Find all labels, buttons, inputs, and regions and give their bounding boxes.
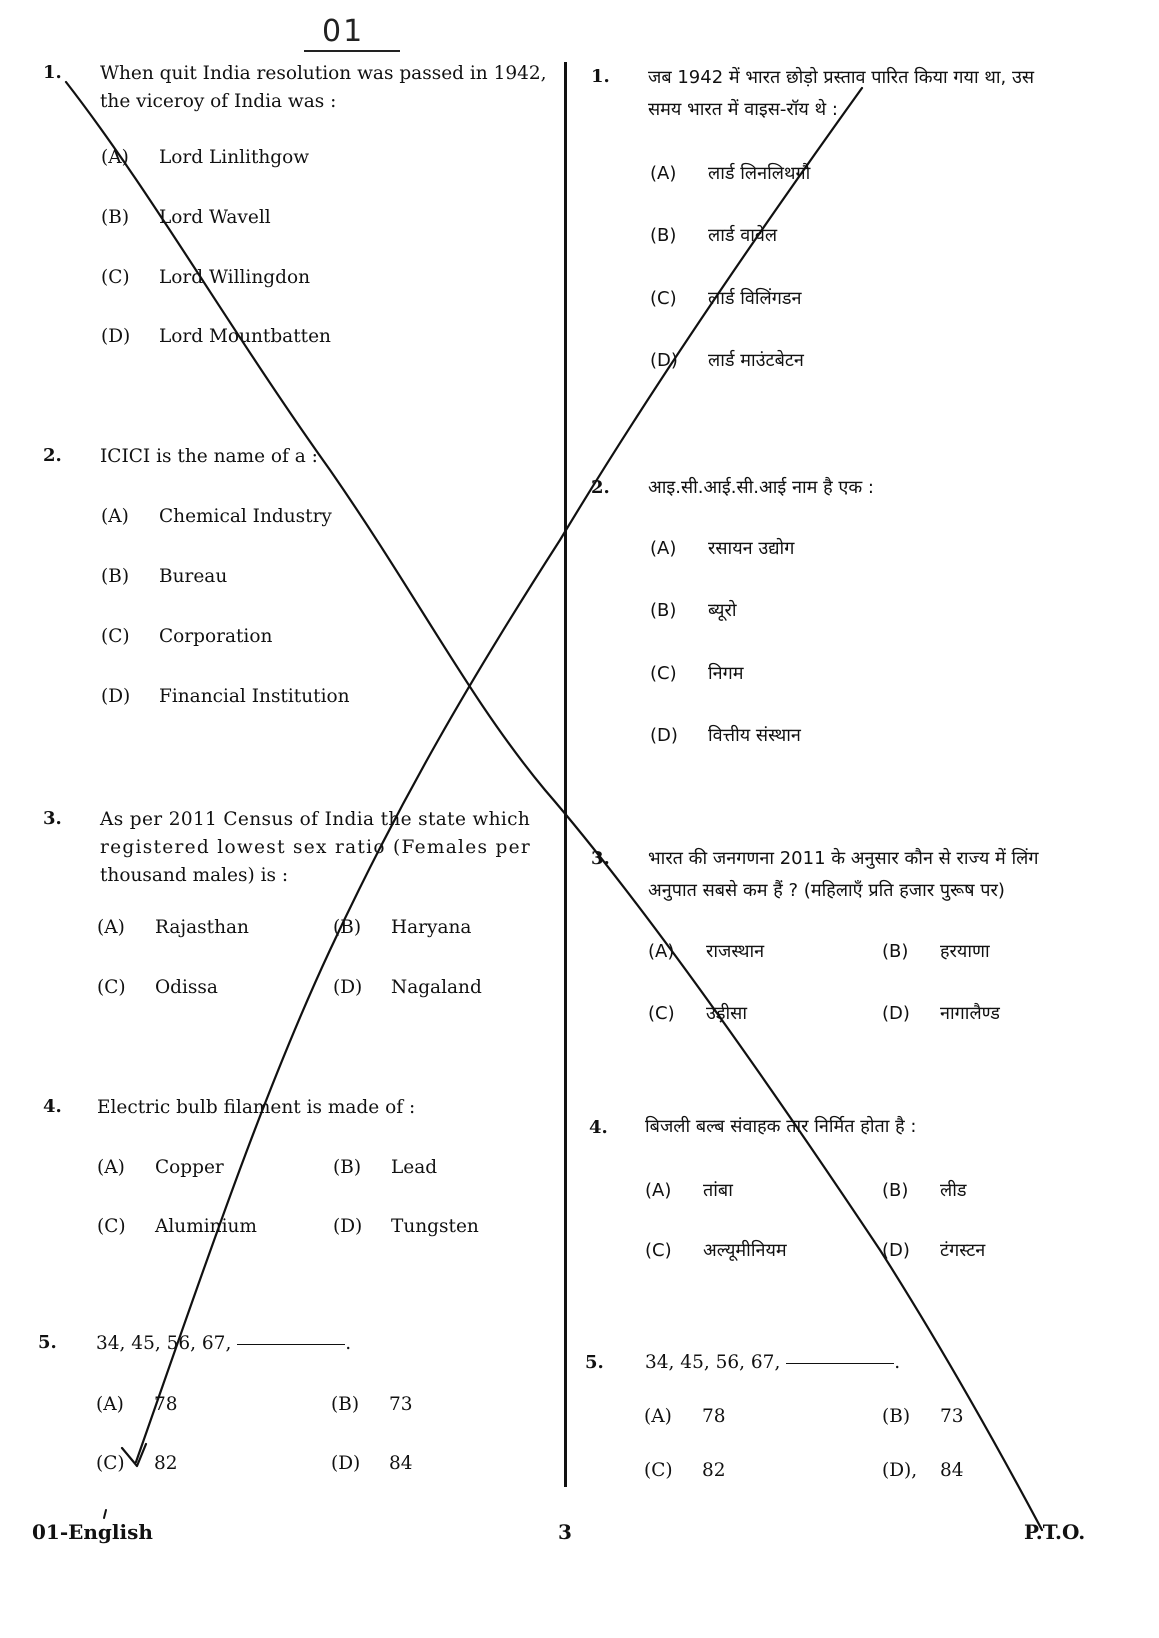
right-q2-text: आइ.सी.आई.सी.आई नाम है एक : xyxy=(648,477,874,498)
footer-paper-code: 01-English xyxy=(32,1520,153,1544)
option-label: (C) xyxy=(101,626,130,647)
option-text: वित्तीय संस्थान xyxy=(708,725,801,746)
left-q5-text: 34, 45, 56, 67, . xyxy=(96,1333,352,1354)
option-label: (D) xyxy=(101,326,131,347)
option-label: (C) xyxy=(650,288,677,309)
option-text: राजस्थान xyxy=(706,941,765,962)
option-label: (D) xyxy=(882,1240,910,1261)
option-text: Aluminium xyxy=(155,1216,257,1237)
option-text: लीड xyxy=(940,1180,967,1201)
option-text: नागालैण्ड xyxy=(940,1003,1000,1024)
right-q5-text: 34, 45, 56, 67, . xyxy=(645,1352,901,1373)
left-q3-text-line3: thousand males) is : xyxy=(100,865,289,886)
right-q5-number: 5. xyxy=(585,1352,604,1373)
option-text: Lord Wavell xyxy=(159,207,271,228)
option-label: (B) xyxy=(882,1406,911,1427)
option-label: (C) xyxy=(96,1453,125,1474)
option-label: (D) xyxy=(331,1453,361,1474)
option-text: लार्ड लिनलिथगौ xyxy=(708,163,811,184)
option-text: Nagaland xyxy=(391,977,482,998)
right-q1-text-line2: समय भारत में वाइस-रॉय थे : xyxy=(648,99,838,120)
left-q4-text: Electric bulb filament is made of : xyxy=(97,1097,416,1118)
option-label: (A) xyxy=(645,1180,672,1201)
option-text: लार्ड माउंटबेटन xyxy=(708,350,804,371)
left-q3-number: 3. xyxy=(43,808,62,829)
option-text: उड़ीसा xyxy=(706,1003,747,1024)
right-q1-text-line1: जब 1942 में भारत छोड़ो प्रस्ताव पारित किया गया था, उस xyxy=(648,67,1035,88)
option-text: Chemical Industry xyxy=(159,506,332,527)
right-q1-number: 1. xyxy=(591,66,610,87)
option-label: (D) xyxy=(882,1003,910,1024)
option-label: (D) xyxy=(101,686,131,707)
option-label: (B) xyxy=(882,941,909,962)
left-q5-sequence: 34, 45, 56, 67, xyxy=(96,1333,232,1354)
left-q1-number: 1. xyxy=(43,62,62,83)
option-text: Haryana xyxy=(391,917,472,938)
option-label: (C) xyxy=(644,1460,673,1481)
pen-tick xyxy=(104,1510,106,1518)
option-label: (A) xyxy=(101,506,129,527)
left-q5-number: 5. xyxy=(38,1332,57,1353)
right-q5-sequence: 34, 45, 56, 67, xyxy=(645,1352,781,1373)
right-q2-number: 2. xyxy=(591,477,610,498)
right-q4-text: बिजली बल्ब संवाहक तार निर्मित होता है : xyxy=(645,1116,917,1137)
option-text: 78 xyxy=(154,1394,178,1415)
left-q3-text-line1: As per 2011 Census of India the state which xyxy=(100,809,531,830)
option-text: हरयाणा xyxy=(940,941,990,962)
option-label: (B) xyxy=(331,1394,360,1415)
right-q4-number: 4. xyxy=(589,1117,608,1138)
option-text: Lord Willingdon xyxy=(159,267,310,288)
option-text: निगम xyxy=(708,663,744,684)
option-label: (B) xyxy=(650,600,677,621)
option-label: (C) xyxy=(645,1240,672,1261)
option-label: (A) xyxy=(644,1406,672,1427)
option-label: (D) xyxy=(333,977,363,998)
cross-stroke-up xyxy=(136,88,862,1462)
option-text: 84 xyxy=(389,1453,413,1474)
option-text: Corporation xyxy=(159,626,273,647)
option-label: (C) xyxy=(650,663,677,684)
option-text: 73 xyxy=(389,1394,413,1415)
option-label: (A) xyxy=(650,163,677,184)
option-label: (D) xyxy=(650,725,678,746)
option-label: (A) xyxy=(97,917,125,938)
option-label: (C) xyxy=(648,1003,675,1024)
footer-pto: P.T.O. xyxy=(1024,1520,1086,1544)
option-text: Copper xyxy=(155,1157,224,1178)
option-label: (A) xyxy=(648,941,675,962)
footer-page-number: 3 xyxy=(558,1520,572,1544)
left-q4-number: 4. xyxy=(43,1096,62,1117)
option-label: (A) xyxy=(650,538,677,559)
left-q3-text-line2: registered lowest sex ratio (Females per xyxy=(100,837,532,858)
left-q2-text: ICICI is the name of a : xyxy=(100,446,318,467)
arrow-head xyxy=(122,1444,146,1466)
option-label: (D) xyxy=(650,350,678,371)
option-text: 84 xyxy=(940,1460,964,1481)
left-q2-number: 2. xyxy=(43,445,62,466)
option-text: लार्ड वावेल xyxy=(708,225,778,246)
left-q1-text-line1: When quit India resolution was passed in 1942, xyxy=(100,63,547,84)
right-q3-number: 3. xyxy=(591,848,610,869)
option-text: 82 xyxy=(702,1460,726,1481)
option-text: 82 xyxy=(154,1453,178,1474)
option-label: (C) xyxy=(101,267,130,288)
option-text: Odissa xyxy=(155,977,218,998)
option-text: ब्यूरो xyxy=(708,600,737,621)
cross-stroke-down xyxy=(66,82,1042,1530)
option-text: 73 xyxy=(940,1406,964,1427)
handwritten-note: 01 xyxy=(322,14,365,49)
option-text: लार्ड विलिंगडन xyxy=(708,288,802,309)
left-q1-text-line2: the viceroy of India was : xyxy=(100,91,337,112)
option-label: (B) xyxy=(101,566,130,587)
right-q3-text-line2: अनुपात सबसे कम हैं ? (महिलाएँ प्रति हजार पुरूष पर) xyxy=(648,880,1005,901)
option-text: Bureau xyxy=(159,566,228,587)
option-text: Tungsten xyxy=(391,1216,479,1237)
option-text: Lord Mountbatten xyxy=(159,326,331,347)
option-text: Financial Institution xyxy=(159,686,350,707)
option-label: (A) xyxy=(96,1394,124,1415)
option-label: (A) xyxy=(101,147,129,168)
option-label: (D), xyxy=(882,1460,918,1481)
option-text: Rajasthan xyxy=(155,917,249,938)
option-text: अल्यूमीनियम xyxy=(703,1240,787,1261)
option-label: (B) xyxy=(650,225,677,246)
option-label: (A) xyxy=(97,1157,125,1178)
option-text: 78 xyxy=(702,1406,726,1427)
option-text: टंगस्टन xyxy=(940,1240,986,1261)
right-q3-text-line1: भारत की जनगणना 2011 के अनुसार कौन से राज्य में लिंग xyxy=(648,848,1039,869)
option-label: (D) xyxy=(333,1216,363,1237)
option-text: तांबा xyxy=(703,1180,733,1201)
option-text: Lord Linlithgow xyxy=(159,147,310,168)
option-label: (C) xyxy=(97,1216,126,1237)
option-label: (B) xyxy=(333,917,362,938)
option-text: Lead xyxy=(391,1157,438,1178)
option-label: (C) xyxy=(97,977,126,998)
option-text: रसायन उद्योग xyxy=(708,538,795,559)
option-label: (B) xyxy=(882,1180,909,1201)
option-label: (B) xyxy=(333,1157,362,1178)
option-label: (B) xyxy=(101,207,130,228)
